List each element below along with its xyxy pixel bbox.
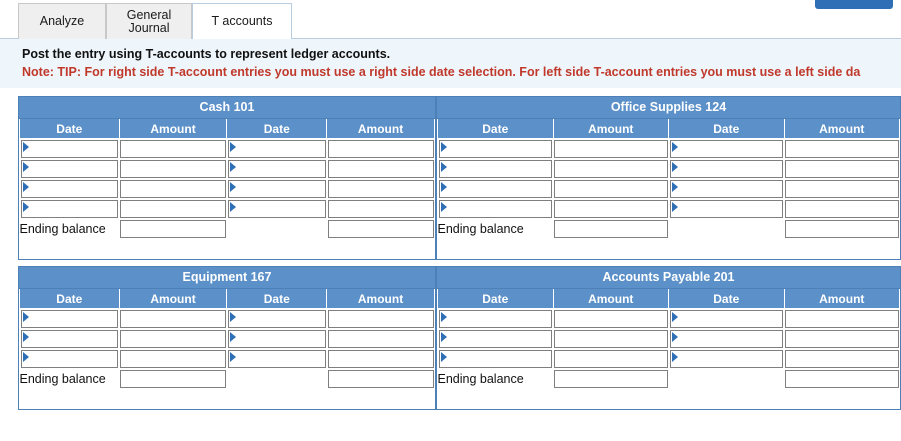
column-header-amount-right: Amount [327, 119, 435, 139]
date-select-right[interactable] [670, 310, 784, 328]
t-account-cash-101-table [19, 119, 435, 259]
date-select-right[interactable] [228, 200, 326, 218]
cell-amount-right[interactable] [784, 309, 900, 330]
ending-balance-input-right[interactable] [785, 370, 899, 388]
cell-date-right[interactable] [227, 139, 327, 160]
cell-date-left[interactable] [20, 199, 120, 219]
cell-date-left[interactable] [20, 329, 120, 349]
t-account-accounts-payable-201-table [437, 289, 900, 409]
cell-amount-right[interactable] [784, 349, 900, 369]
cell-amount-left[interactable] [119, 139, 227, 160]
amount-input-right[interactable] [328, 310, 434, 328]
date-select-right[interactable] [228, 180, 326, 198]
footer-spacer [438, 239, 900, 259]
amount-input-left[interactable] [554, 200, 668, 218]
column-header-amount-left: Amount [119, 119, 227, 139]
date-select-right[interactable] [228, 140, 326, 158]
cell-amount-right[interactable] [784, 199, 900, 219]
amount-input-right[interactable] [328, 180, 434, 198]
cell-amount-right[interactable] [327, 309, 435, 330]
amount-input-left[interactable] [120, 140, 226, 158]
cell-amount-left[interactable] [119, 309, 227, 330]
amount-input-left[interactable] [554, 180, 668, 198]
table-row [438, 349, 900, 369]
date-select-left[interactable] [439, 310, 553, 328]
column-header-date-right: Date [227, 119, 327, 139]
cell-ending-balance-right[interactable] [327, 369, 435, 389]
ending-balance-label: Ending balance [438, 369, 554, 389]
table-row [20, 179, 435, 199]
table-header-row [20, 289, 435, 309]
cell-ending-balance-right[interactable] [327, 219, 435, 239]
ending-balance-label: Ending balance [20, 219, 120, 239]
cell-date-right[interactable] [227, 179, 327, 199]
ending-balance-row [438, 369, 900, 389]
date-select-right[interactable] [670, 350, 784, 368]
amount-input-left[interactable] [120, 180, 226, 198]
table-row [20, 349, 435, 369]
cell-spacer [227, 219, 327, 239]
tab-general-journal[interactable] [106, 3, 192, 39]
t-account-cash-101 [18, 96, 436, 260]
date-select-left[interactable] [21, 180, 119, 198]
cell-amount-left[interactable] [553, 179, 669, 199]
table-row [20, 159, 435, 179]
amount-input-right[interactable] [328, 350, 434, 368]
date-select-right[interactable] [670, 330, 784, 348]
date-select-left[interactable] [21, 310, 119, 328]
cell-date-left[interactable] [438, 349, 554, 369]
cell-amount-right[interactable] [784, 179, 900, 199]
cell-amount-right[interactable] [784, 159, 900, 179]
column-header-date-left: Date [20, 119, 120, 139]
t-accounts-column-left [18, 96, 436, 416]
cell-amount-left[interactable] [553, 349, 669, 369]
cell-date-left[interactable] [438, 139, 554, 160]
cell-amount-right[interactable] [784, 329, 900, 349]
date-select-right[interactable] [670, 200, 784, 218]
table-row [438, 159, 900, 179]
t-account-equipment-167-title: Equipment 167 [19, 267, 435, 289]
cell-amount-left[interactable] [553, 329, 669, 349]
t-account-office-supplies-124-title: Office Supplies 124 [437, 97, 900, 119]
cell-date-left[interactable] [20, 139, 120, 160]
ending-balance-row [438, 219, 900, 239]
cell-date-right[interactable] [669, 349, 785, 369]
cell-ending-balance-right[interactable] [784, 219, 900, 239]
cell-date-right[interactable] [227, 349, 327, 369]
date-select-right[interactable] [670, 160, 784, 178]
cell-date-right[interactable] [227, 199, 327, 219]
column-header-amount-right: Amount [784, 119, 900, 139]
cell-amount-left[interactable] [119, 179, 227, 199]
amount-input-right[interactable] [785, 330, 899, 348]
amount-input-right[interactable] [328, 160, 434, 178]
table-footer-row [20, 239, 435, 259]
column-header-amount-left: Amount [553, 119, 669, 139]
column-header-amount-left: Amount [119, 289, 227, 309]
table-footer-row [438, 239, 900, 259]
amount-input-right[interactable] [328, 330, 434, 348]
t-account-equipment-167 [18, 266, 436, 410]
table-row [20, 329, 435, 349]
table-header-row [20, 119, 435, 139]
cell-amount-right[interactable] [327, 199, 435, 219]
tab-general-journal-label: General Journal [126, 7, 172, 35]
amount-input-right[interactable] [785, 180, 899, 198]
cell-ending-balance-left[interactable] [553, 369, 669, 389]
amount-input-left[interactable] [120, 160, 226, 178]
cell-date-left[interactable] [438, 199, 554, 219]
date-select-right[interactable] [670, 180, 784, 198]
cell-date-right[interactable] [669, 199, 785, 219]
cell-date-right[interactable] [227, 329, 327, 349]
tab-t-accounts[interactable] [192, 3, 292, 39]
amount-input-left[interactable] [554, 330, 668, 348]
ending-balance-row [20, 219, 435, 239]
table-row [438, 329, 900, 349]
ending-balance-input-right[interactable] [785, 220, 899, 238]
ending-balance-input-right[interactable] [328, 220, 434, 238]
date-select-left[interactable] [21, 350, 119, 368]
column-header-date-right: Date [227, 289, 327, 309]
date-select-left[interactable] [439, 140, 553, 158]
cell-spacer [669, 369, 785, 389]
cell-amount-left[interactable] [553, 199, 669, 219]
cell-date-right[interactable] [227, 159, 327, 179]
date-select-right[interactable] [228, 160, 326, 178]
tab-bar [0, 0, 901, 39]
footer-spacer [20, 389, 435, 409]
amount-input-right[interactable] [785, 140, 899, 158]
column-header-date-right: Date [669, 119, 785, 139]
ending-balance-label: Ending balance [20, 369, 120, 389]
amount-input-left[interactable] [554, 350, 668, 368]
date-select-left[interactable] [21, 330, 119, 348]
cell-date-right[interactable] [669, 329, 785, 349]
tab-analyze-label: Analyze [39, 14, 85, 28]
table-header-row [438, 289, 900, 309]
t-account-accounts-payable-201-title: Accounts Payable 201 [437, 267, 900, 289]
cell-amount-right[interactable] [327, 139, 435, 160]
table-row [438, 199, 900, 219]
amount-input-left[interactable] [120, 310, 226, 328]
tab-t-accounts-label: T accounts [211, 14, 273, 28]
cell-date-left[interactable] [20, 349, 120, 369]
cell-amount-left[interactable] [119, 329, 227, 349]
table-row [20, 199, 435, 219]
date-select-left[interactable] [21, 200, 119, 218]
date-select-left[interactable] [439, 180, 553, 198]
cell-amount-left[interactable] [553, 139, 669, 160]
table-row [438, 139, 900, 160]
column-header-date-right: Date [669, 289, 785, 309]
ending-balance-input-left[interactable] [120, 370, 226, 388]
column-header-amount-right: Amount [327, 289, 435, 309]
cell-date-left[interactable] [438, 159, 554, 179]
cell-date-left[interactable] [438, 179, 554, 199]
date-select-right[interactable] [228, 350, 326, 368]
cell-ending-balance-left[interactable] [553, 219, 669, 239]
table-row [438, 309, 900, 330]
cell-date-right[interactable] [227, 309, 327, 330]
table-header-row [438, 119, 900, 139]
amount-input-left[interactable] [120, 330, 226, 348]
amount-input-left[interactable] [554, 140, 668, 158]
ending-balance-input-left[interactable] [554, 370, 668, 388]
cell-date-left[interactable] [20, 159, 120, 179]
date-select-left[interactable] [439, 200, 553, 218]
footer-spacer [20, 239, 435, 259]
column-header-date-left: Date [20, 289, 120, 309]
column-header-amount-left: Amount [553, 289, 669, 309]
cell-ending-balance-left[interactable] [119, 369, 227, 389]
cell-date-left[interactable] [438, 309, 554, 330]
instructions-note: Note: TIP: For right side T-account entries you must use a right side date selection. For left side T-account entries you must use a left side da [22, 65, 861, 79]
cell-spacer [227, 369, 327, 389]
date-select-left[interactable] [21, 140, 119, 158]
amount-input-right[interactable] [785, 160, 899, 178]
cell-ending-balance-left[interactable] [119, 219, 227, 239]
date-select-left[interactable] [439, 350, 553, 368]
cell-amount-right[interactable] [327, 329, 435, 349]
cell-amount-left[interactable] [119, 199, 227, 219]
cell-amount-right[interactable] [327, 349, 435, 369]
amount-input-left[interactable] [554, 310, 668, 328]
amount-input-left[interactable] [120, 350, 226, 368]
cell-date-right[interactable] [669, 179, 785, 199]
column-header-amount-right: Amount [784, 289, 900, 309]
ending-balance-row [20, 369, 435, 389]
tab-analyze[interactable] [18, 3, 106, 39]
t-account-cash-101-title: Cash 101 [19, 97, 435, 119]
cell-amount-left[interactable] [119, 349, 227, 369]
table-row [438, 179, 900, 199]
cell-date-right[interactable] [669, 309, 785, 330]
date-select-left[interactable] [21, 160, 119, 178]
date-select-right[interactable] [670, 140, 784, 158]
t-account-accounts-payable-201 [436, 266, 901, 410]
cell-date-left[interactable] [20, 179, 120, 199]
amount-input-right[interactable] [785, 200, 899, 218]
column-header-date-left: Date [438, 119, 554, 139]
t-accounts-column-right [436, 96, 901, 416]
t-account-equipment-167-table [19, 289, 435, 409]
cell-date-right[interactable] [669, 139, 785, 160]
instructions-panel [0, 39, 901, 88]
cell-amount-right[interactable] [327, 179, 435, 199]
cell-spacer [669, 219, 785, 239]
amount-input-right[interactable] [785, 350, 899, 368]
amount-input-right[interactable] [328, 140, 434, 158]
footer-spacer [438, 389, 900, 409]
ending-balance-label: Ending balance [438, 219, 554, 239]
cell-date-right[interactable] [669, 159, 785, 179]
t-account-office-supplies-124 [436, 96, 901, 260]
date-select-right[interactable] [228, 310, 326, 328]
ending-balance-input-left[interactable] [554, 220, 668, 238]
cell-amount-left[interactable] [119, 159, 227, 179]
cell-date-left[interactable] [438, 329, 554, 349]
cell-amount-left[interactable] [553, 309, 669, 330]
amount-input-left[interactable] [554, 160, 668, 178]
amount-input-left[interactable] [120, 200, 226, 218]
cell-amount-left[interactable] [553, 159, 669, 179]
table-row [20, 309, 435, 330]
instructions-primary: Post the entry using T-accounts to represent ledger accounts. [22, 47, 391, 61]
ending-balance-input-left[interactable] [120, 220, 226, 238]
table-row [20, 139, 435, 160]
amount-input-right[interactable] [785, 310, 899, 328]
amount-input-right[interactable] [328, 200, 434, 218]
cell-amount-right[interactable] [784, 139, 900, 160]
cell-date-left[interactable] [20, 309, 120, 330]
ending-balance-input-right[interactable] [328, 370, 434, 388]
date-select-left[interactable] [439, 330, 553, 348]
table-footer-row [20, 389, 435, 409]
cell-ending-balance-right[interactable] [784, 369, 900, 389]
date-select-right[interactable] [228, 330, 326, 348]
table-footer-row [438, 389, 900, 409]
cell-amount-right[interactable] [327, 159, 435, 179]
column-header-date-left: Date [438, 289, 554, 309]
t-account-office-supplies-124-table [437, 119, 900, 259]
date-select-left[interactable] [439, 160, 553, 178]
